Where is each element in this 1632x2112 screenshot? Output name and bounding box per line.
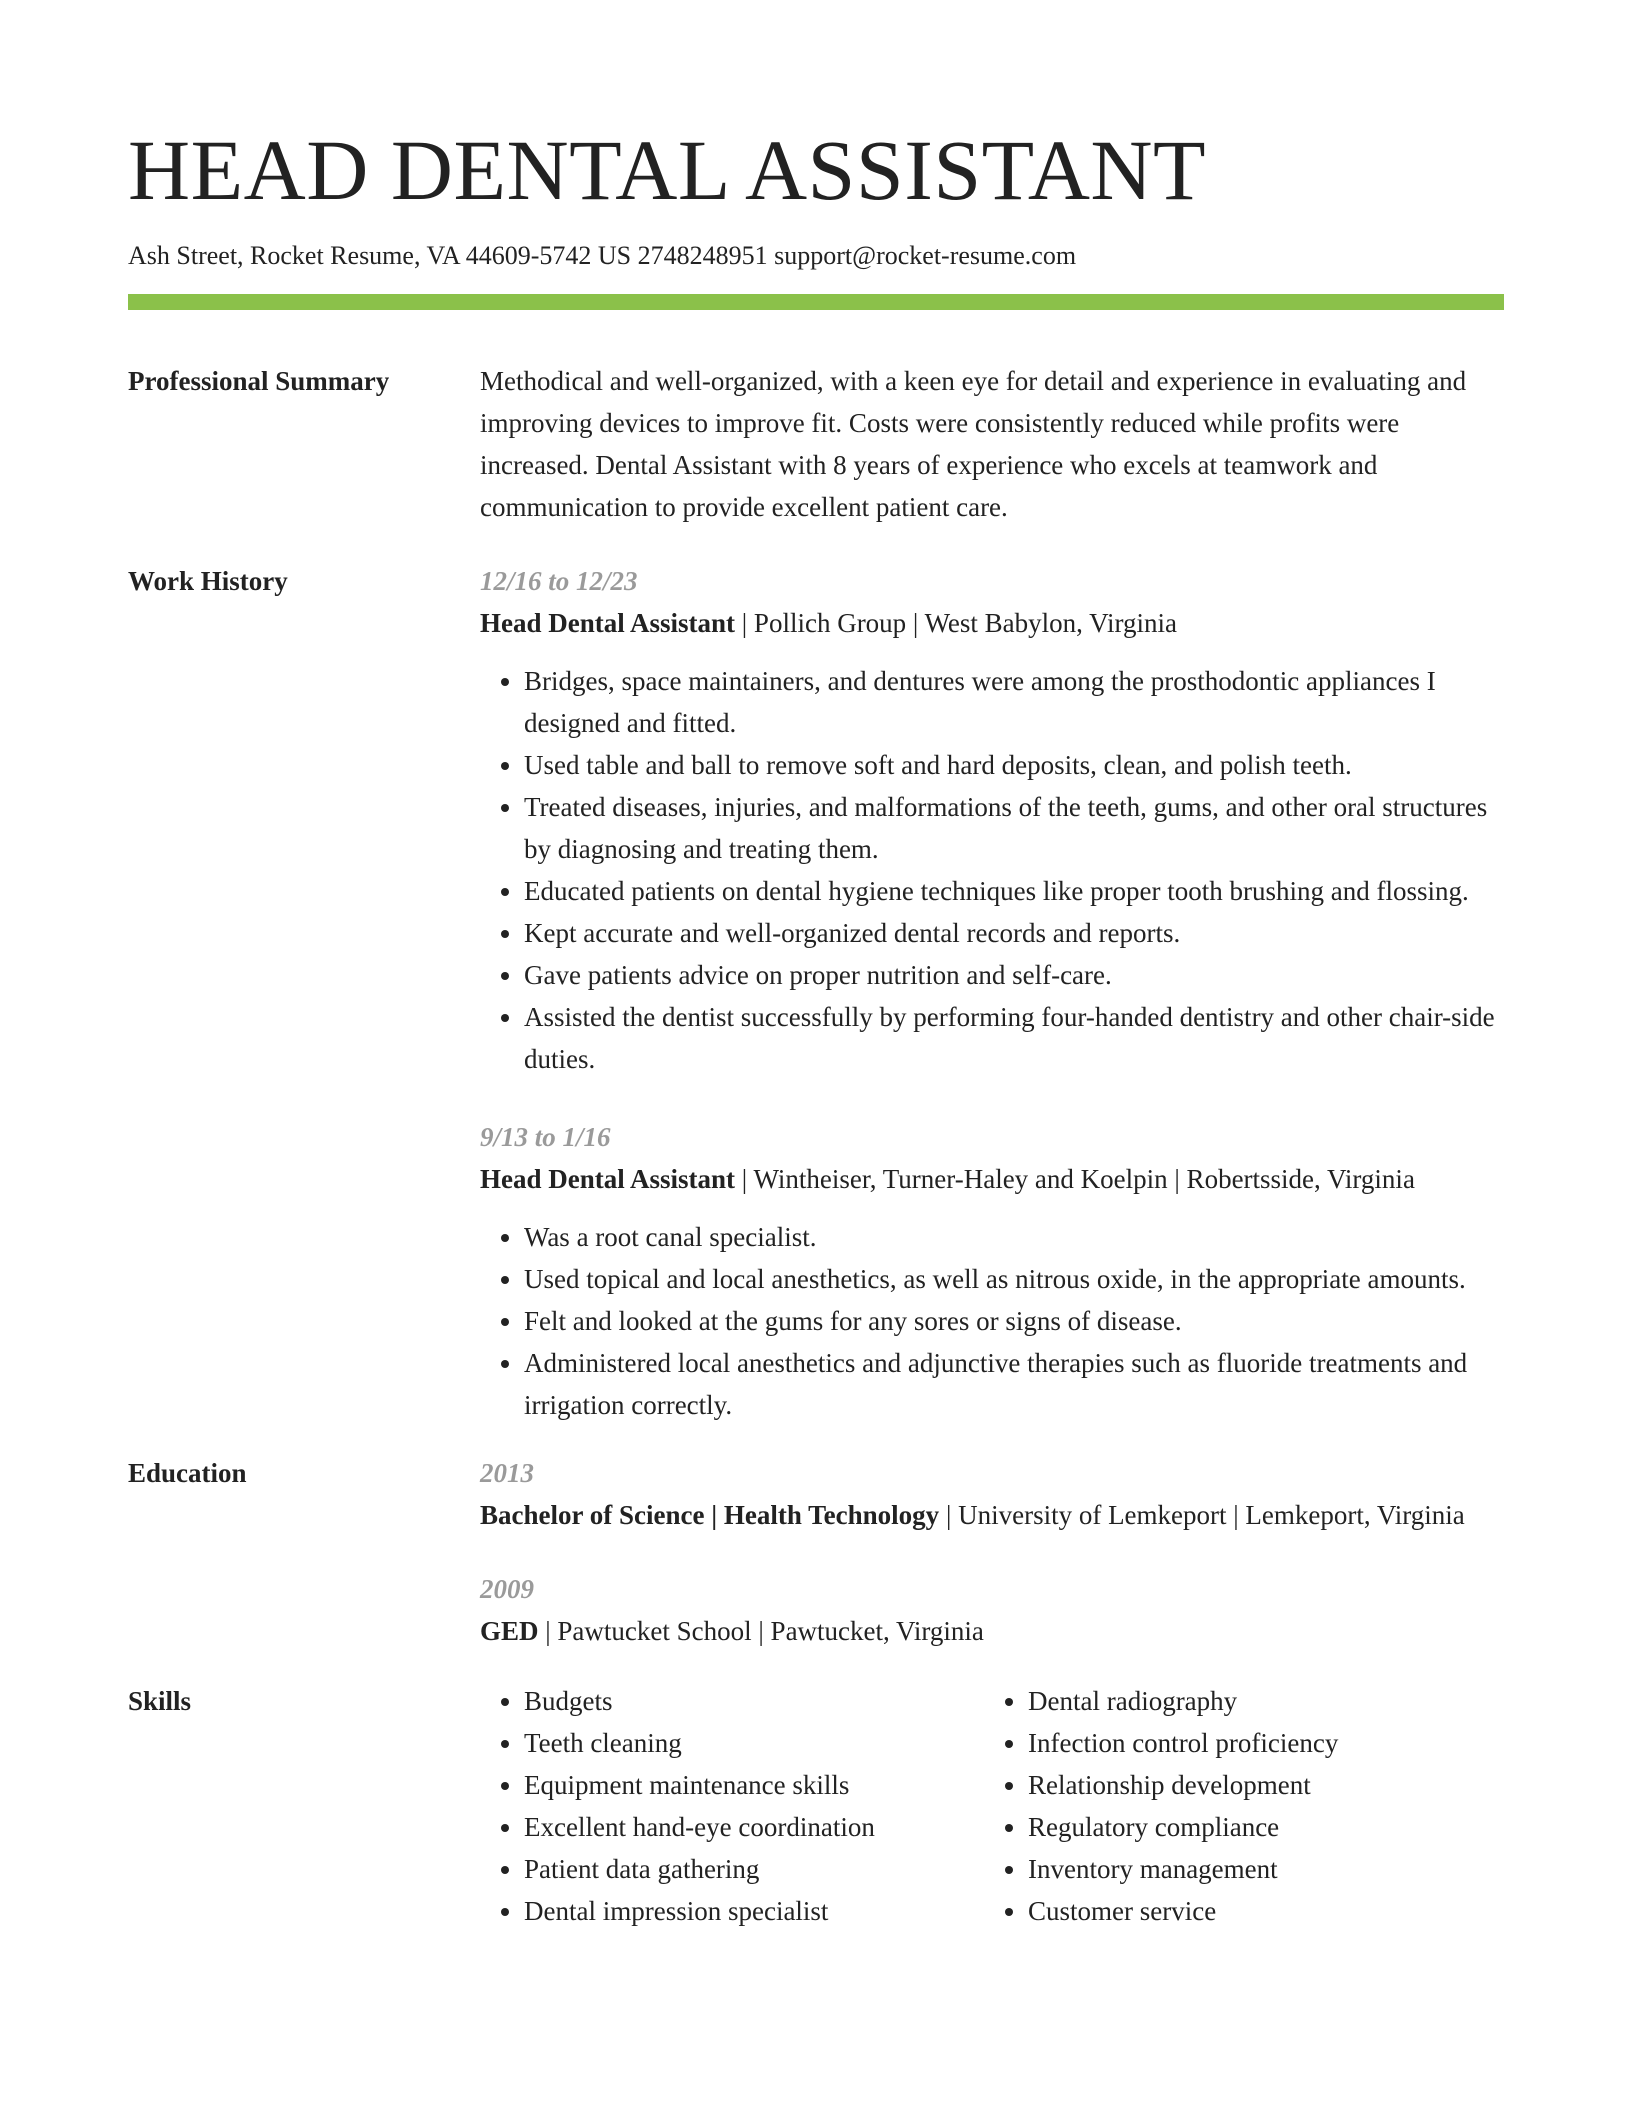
job-bullet: • Used table and ball to remove soft and hard deposits, clean, and polish teeth. xyxy=(524,744,1504,786)
job-dates: 12/16 to 12/23 xyxy=(480,566,638,596)
education-section xyxy=(128,1452,1504,1652)
education-body xyxy=(480,1452,1504,1652)
summary-text: Methodical and well-organized, with a keen eye for detail and experience in evaluating and improving devices to improve fit. Costs were consistently reduced while profits were increased. Dental Assistant with 8 years of experience who excels at teamwork and communication to provide excellent patient care. xyxy=(480,366,1467,522)
skill-item: • Excellent hand-eye coordination xyxy=(524,1806,984,1848)
job-details: | Wintheiser, Turner-Haley and Koelpin | Robertsside, Virginia xyxy=(735,1164,1415,1194)
education-entry xyxy=(480,1568,1504,1652)
education-details: | University of Lemkeport | Lemkeport, Virginia xyxy=(939,1500,1465,1530)
job-bullet: • Assisted the dentist successfully by performing four-handed dentistry and other chair-side duties. xyxy=(524,996,1504,1080)
job-bullet: • Administered local anesthetics and adjunctive therapies such as fluoride treatments and irrigation correctly. xyxy=(524,1342,1504,1426)
skill-item: • Customer service xyxy=(1028,1890,1528,1932)
skills-columns xyxy=(480,1680,1528,1932)
skill-item: • Inventory management xyxy=(1028,1848,1528,1890)
work-history-body xyxy=(480,560,1504,1426)
job-details: | Pollich Group | West Babylon, Virginia xyxy=(735,608,1178,638)
resume-name-heading: HEAD DENTAL ASSISTANT xyxy=(128,122,1207,218)
skills-section xyxy=(128,1680,1504,1932)
job-role: Head Dental Assistant xyxy=(480,1164,736,1194)
job-bullet: • Bridges, space maintainers, and dentures were among the prosthodontic appliances I designed and fitted. xyxy=(524,660,1504,744)
work-history-section-title: Work History xyxy=(128,566,288,596)
job-title-line xyxy=(480,602,1504,644)
job-bullet: • Educated patients on dental hygiene techniques like proper tooth brushing and flossing. xyxy=(524,870,1504,912)
education-entry xyxy=(480,1452,1504,1536)
skill-item: • Teeth cleaning xyxy=(524,1722,984,1764)
job-bullet: • Treated diseases, injuries, and malformations of the teeth, gums, and other oral structures by diagnosing and treating them. xyxy=(524,786,1504,870)
education-line xyxy=(480,1610,1504,1652)
skill-item: • Dental radiography xyxy=(1028,1680,1528,1722)
job-entry xyxy=(480,560,1504,1080)
education-details: | Pawtucket School | Pawtucket, Virginia xyxy=(538,1616,984,1646)
skill-item: • Regulatory compliance xyxy=(1028,1806,1528,1848)
job-bullet: • Gave patients advice on proper nutrition and self-care. xyxy=(524,954,1504,996)
education-degree: GED xyxy=(480,1616,539,1646)
skill-item: • Relationship development xyxy=(1028,1764,1528,1806)
skills-list-left xyxy=(480,1680,984,1932)
work-history-section xyxy=(128,560,1504,1426)
job-bullet: • Used topical and local anesthetics, as well as nitrous oxide, in the appropriate amounts. xyxy=(524,1258,1504,1300)
education-year: 2013 xyxy=(480,1458,534,1488)
contact-info: Ash Street, Rocket Resume, VA 44609-5742 US 2748248951 support@rocket-resume.com xyxy=(128,241,1077,270)
skill-item: • Dental impression specialist xyxy=(524,1890,984,1932)
education-line xyxy=(480,1494,1504,1536)
skill-item: • Equipment maintenance skills xyxy=(524,1764,984,1806)
job-title-line xyxy=(480,1158,1504,1200)
skill-item: • Infection control proficiency xyxy=(1028,1722,1528,1764)
job-bullet: • Kept accurate and well-organized dental records and reports. xyxy=(524,912,1504,954)
job-bullet: • Felt and looked at the gums for any sores or signs of disease. xyxy=(524,1300,1504,1342)
education-section-title: Education xyxy=(128,1458,247,1488)
summary-section xyxy=(128,360,1504,528)
job-bullets xyxy=(480,660,1504,1080)
job-bullet: • Was a root canal specialist. xyxy=(524,1216,1504,1258)
skill-item: • Patient data gathering xyxy=(524,1848,984,1890)
job-bullets xyxy=(480,1216,1504,1426)
accent-divider xyxy=(128,294,1504,310)
job-role: Head Dental Assistant xyxy=(480,608,736,638)
education-year: 2009 xyxy=(480,1574,534,1604)
skills-section-title: Skills xyxy=(128,1686,192,1716)
education-degree: Bachelor of Science | Health Technology xyxy=(480,1500,940,1530)
job-dates: 9/13 to 1/16 xyxy=(480,1122,611,1152)
skills-list-right xyxy=(984,1680,1528,1932)
skill-item: • Budgets xyxy=(524,1680,984,1722)
summary-section-title: Professional Summary xyxy=(128,366,390,396)
job-entry xyxy=(480,1116,1504,1426)
